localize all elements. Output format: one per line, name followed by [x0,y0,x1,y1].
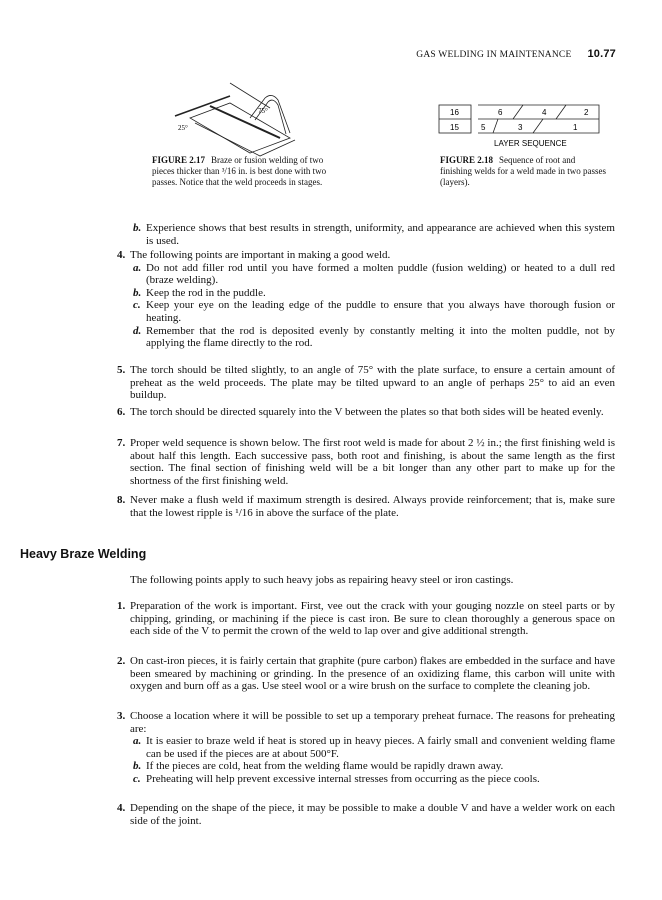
running-title: GAS WELDING IN MAINTENANCE [416,50,572,60]
page-number: 10.77 [587,48,616,60]
cell-1: 1 [573,123,578,132]
figure-2-17-illustration [170,78,320,158]
list-item-8: 8. Never make a flush weld if maximum strength is desired. Always provide reinforcement; that is, make sure that the lowest ripple is ¹/16 in above the surface of the plate. [117,494,615,519]
layer-sequence-title: LAYER SEQUENCE [494,139,567,148]
cell-16: 16 [450,108,459,117]
sub-item-c: c. Keep your eye on the leading edge of the puddle to ensure that you always have thorough fusion or heating. [133,299,615,324]
running-header [416,48,616,62]
section-intro: The following points apply to such heavy jobs as repairing heavy steel or iron castings. [130,574,514,586]
section-item-3: 3. Choose a location where it will be possible to set up a temporary preheat furnace. The reasons for preheating are: a. It is easier to braze weld if heat is stored up in heavy pieces. A fairly small and convenient welding flame can be used if the pieces are at about 500°F. b. If the pieces are cold, heat from the welding flame would be rapidly drawn away. c. Preheating will help prevent excessive internal stresses from occurring as the piece cools. [117,710,615,785]
sub-item-b: b. If the pieces are cold, heat from the welding flame would be rapidly drawn away. [133,760,504,773]
list-item-6: 6. The torch should be directed squarely into the V between the plates so that both sides will be heated evenly. [117,406,604,418]
list-item-4: 4. The following points are important in making a good weld. a. Do not add filler rod until you have formed a molten puddle (fusion welding) or heated to a dull red (braze welding). b. Keep the rod in the puddle. c. Keep your eye on the leading edge of the puddle to ensure that you always have thorough fusion or heating. d. Remember that the rod is deposited evenly by constantly melting it into the molten puddle, not by applying the flame directly to the rod. [117,249,615,350]
cell-6: 6 [498,108,503,117]
sub-item-a: a. Do not add filler rod until you have formed a molten puddle (fusion welding) or heated to a dull red (braze welding). [133,261,615,287]
list-item-5: 5. The torch should be tilted slightly, to an angle of 75° with the plate surface, to ensure a certain amount of preheat as the weld proceeds. The plate may be tilted upward to an angle of perhaps 25° to aid an even buildup. [117,364,615,402]
sub-item-b: b. Keep the rod in the puddle. [133,286,266,299]
section-item-4: 4. Depending on the shape of the piece, it may be possible to make a double V and have a welder work on each side of the joint. [117,802,615,827]
sub-item-c: c. Preheating will help prevent excessive internal stresses from occurring as the piece cools. [133,772,540,785]
cell-3: 3 [518,123,523,132]
section-item-1: 1. Preparation of the work is important. First, vee out the crack with your gouging nozzle on steel parts or by chipping, grinding, or machining if the piece is cast iron. Be sure to clean thoroughly a generous space on each side of the V to permit the crown of the weld to lap over and give additional strength. [117,600,615,638]
cell-4: 4 [542,108,547,117]
section-heading: Heavy Braze Welding [20,547,147,561]
figure-2-18-diagram [438,104,602,152]
figure-2-17-caption: FIGURE 2.17 Braze or fusion welding of two pieces thicker than ³/16 in. is best done with two passes. Notice that the weld proceeds in stages. [152,155,327,187]
cell-2: 2 [584,108,589,117]
angle-25-label: 25° [178,124,188,132]
figure-2-18-caption: FIGURE 2.18 Sequence of root and finishing welds for a weld made in two passes (layers). [440,155,606,187]
cell-15: 15 [450,123,459,132]
cell-5: 5 [481,123,486,132]
list-item-b: b. Experience shows that best results in strength, uniformity, and appearance are achieved when this system is used. [133,222,615,247]
sub-item-d: d. Remember that the rod is deposited evenly by constantly melting it into the molten puddle, not by applying the flame directly to the rod. [133,324,615,350]
angle-75-label: 75° [258,107,268,115]
sub-item-a: a. It is easier to braze weld if heat is stored up in heavy pieces. A fairly small and convenient welding flame can be used if the pieces are at about 500°F. [133,735,615,760]
section-item-2: 2. On cast-iron pieces, it is fairly certain that graphite (pure carbon) flakes are embedded in the surface and have been smeared by machining or grinding. In the presence of an oxidizing flame, this carbon will unite with oxygen and burn off as a gas. Use steel wool or a wire brush on the surface to complete the cleaning job. [117,655,615,693]
list-item-7: 7. Proper weld sequence is shown below. The first root weld is made for about 2 ½ in.; the first finishing weld is about half this length. Each successive pass, both root and finishing, is about the same length as the first section. The final section of finishing weld will be a bit longer than any other part to make up for the shortness of the first finishing weld. [117,437,615,487]
